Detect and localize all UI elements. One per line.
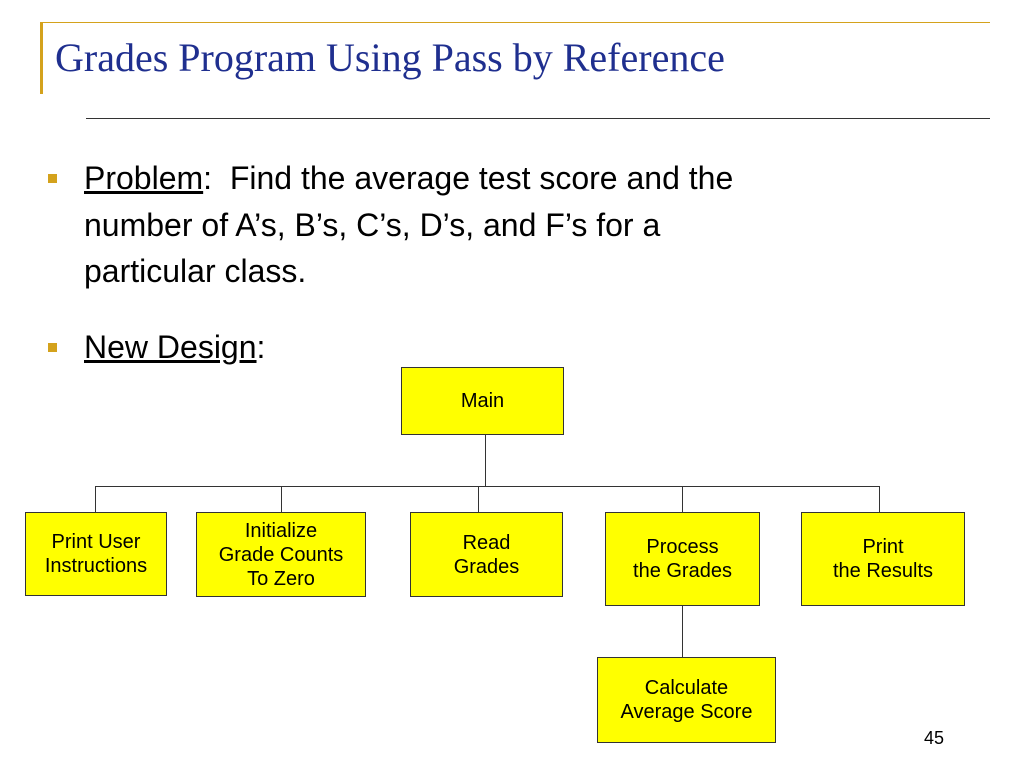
print-user-instructions-box <box>25 512 167 596</box>
slide-title: Grades Program Using Pass by Reference <box>55 35 725 80</box>
print-results-box <box>801 512 965 606</box>
box-label-line: Print User <box>51 531 141 553</box>
box-label-line: Instructions <box>44 555 148 577</box>
box-label-line: Average Score <box>620 701 753 723</box>
connector-horizontal <box>95 486 880 487</box>
connector-child-3 <box>478 486 479 512</box>
initialize-grade-counts-box <box>196 512 366 597</box>
connector-main-down <box>485 434 486 487</box>
box-label-line: Grade Counts <box>218 543 344 566</box>
connector-child-1 <box>95 486 96 512</box>
new-design-colon: : <box>256 329 266 365</box>
bullet-problem-line-1 <box>84 157 733 199</box>
main-label: Main <box>460 390 505 412</box>
calculate-average-box <box>597 657 776 743</box>
connector-child-2 <box>281 486 282 512</box>
box-label-line: Grades <box>453 555 520 578</box>
page-number: 45 <box>924 728 945 748</box>
bullet-problem-line-3: particular class. <box>84 253 307 289</box>
process-grades-box <box>605 512 760 606</box>
main-box <box>401 367 564 435</box>
problem-text-1: Find the average test score and the <box>212 160 734 196</box>
box-label-line: Initialize <box>244 519 318 542</box>
box-label-line: Process <box>646 536 719 558</box>
connector-process-to-calculate <box>682 605 683 657</box>
read-grades-box <box>410 512 563 597</box>
title-rule <box>86 118 990 119</box>
box-label-line: the Grades <box>633 560 732 582</box>
box-label-line: Calculate <box>644 677 729 699</box>
box-label-line: To Zero <box>247 567 315 590</box>
box-label-line: the Results <box>832 560 934 582</box>
title-accent-bar <box>40 22 43 94</box>
box-label-line: Print <box>862 536 904 558</box>
bullet-problem-line-2: number of A’s, B’s, C’s, D’s, and F’s for a <box>84 207 661 243</box>
bullet-marker <box>48 174 57 183</box>
box-label-line: Read <box>462 531 511 554</box>
bullet-new-design <box>84 326 265 368</box>
connector-child-5 <box>879 486 880 512</box>
connector-child-4 <box>682 486 683 512</box>
title-top-rule <box>40 22 990 23</box>
problem-label: Problem <box>84 160 204 196</box>
problem-colon: : <box>203 160 213 196</box>
bullet-marker <box>48 343 57 352</box>
new-design-label: New Design <box>84 329 257 365</box>
